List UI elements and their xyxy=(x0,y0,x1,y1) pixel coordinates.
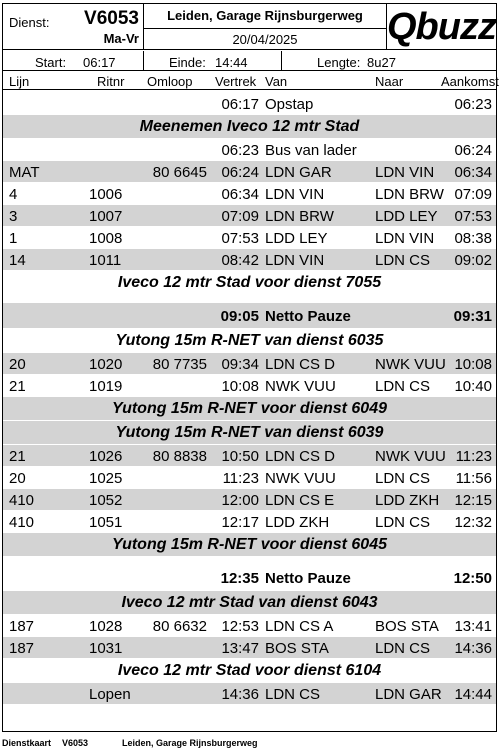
cell-naar: NWK VUU xyxy=(375,448,446,465)
cell-vertrek: 12:17 xyxy=(221,514,259,531)
cell-vertrek: 06:24 xyxy=(221,164,259,181)
cell-omloop: 80 6645 xyxy=(152,164,207,181)
cell-ritnr: 1007 xyxy=(89,208,123,225)
cell-van: LDN CS D xyxy=(265,356,336,373)
cell-vertrek: 12:00 xyxy=(221,492,259,509)
pause-row xyxy=(3,303,496,329)
lengte-value: 8u27 xyxy=(367,55,396,70)
col-vertrek: Vertrek xyxy=(215,74,257,89)
cell-ritnr: 1019 xyxy=(89,378,123,395)
cell-aankomst: 06:24 xyxy=(454,142,492,159)
cell-vertrek: 07:53 xyxy=(221,230,259,247)
cell-van: LDN CS D xyxy=(265,448,336,465)
trip-row xyxy=(3,93,496,115)
cell-naar: BOS STA xyxy=(375,618,439,635)
trip-row xyxy=(3,227,496,249)
cell-van: Netto Pauze xyxy=(265,570,351,587)
cell-vertrek: 08:42 xyxy=(221,252,259,269)
row-spacer xyxy=(3,295,496,303)
cell-van: NWK VUU xyxy=(265,470,336,487)
cell-lijn: 1 xyxy=(9,230,18,247)
row-spacer xyxy=(3,557,496,565)
cell-omloop: 80 8838 xyxy=(152,448,207,465)
cell-lijn: 4 xyxy=(9,186,18,203)
cell-ritnr: 1008 xyxy=(89,230,123,247)
cell-vertrek: 10:50 xyxy=(221,448,259,465)
cell-aankomst: 09:31 xyxy=(453,308,492,325)
trip-row xyxy=(3,161,496,183)
cell-naar: LDN CS xyxy=(375,470,431,487)
cell-ritnr: 1051 xyxy=(89,514,123,531)
trip-row xyxy=(3,637,496,659)
cell-vertrek: 12:53 xyxy=(221,618,259,635)
times-divider xyxy=(143,51,144,71)
col-lijn: Lijn xyxy=(9,74,30,89)
trip-row xyxy=(3,249,496,271)
cell-naar: LDD ZKH xyxy=(375,492,440,509)
cell-vertrek: 14:36 xyxy=(221,686,259,703)
cell-ritnr: 1028 xyxy=(89,618,123,635)
trip-row xyxy=(3,205,496,227)
cell-vertrek: 11:23 xyxy=(222,470,259,487)
cell-lijn: 14 xyxy=(9,252,26,269)
cell-van: LDN CS A xyxy=(265,618,334,635)
trip-row xyxy=(3,375,496,397)
cell-aankomst: 12:50 xyxy=(453,570,492,587)
cell-vertrek: 06:23 xyxy=(221,142,259,159)
cell-aankomst: 08:38 xyxy=(454,230,492,247)
times-divider xyxy=(281,51,282,71)
col-aankomst: Aankomst xyxy=(441,74,499,89)
cell-aankomst: 12:15 xyxy=(454,492,492,509)
cell-naar: LDN CS xyxy=(375,640,431,657)
cell-lijn: 20 xyxy=(9,356,26,373)
cell-lijn: 21 xyxy=(9,448,26,465)
cell-vertrek: 13:47 xyxy=(221,640,259,657)
trip-row xyxy=(3,511,496,533)
cell-vertrek: 06:17 xyxy=(221,96,259,113)
cell-aankomst: 14:44 xyxy=(454,686,492,703)
section-title: Iveco 12 mtr Stad voor dienst 7055 xyxy=(3,271,496,295)
cell-van: NWK VUU xyxy=(265,378,336,395)
dienst-number: V6053 xyxy=(84,8,139,29)
cell-naar: LDN GAR xyxy=(375,686,442,703)
section-title: Iveco 12 mtr Stad van dienst 6043 xyxy=(3,591,496,615)
card-header xyxy=(3,4,496,50)
pause-row xyxy=(3,565,496,591)
cell-naar: LDN BRW xyxy=(375,186,444,203)
cell-aankomst: 06:23 xyxy=(454,96,492,113)
cell-vertrek: 07:09 xyxy=(221,208,259,225)
col-omloop: Omloop xyxy=(147,74,193,89)
duty-date: 20/04/2025 xyxy=(232,32,298,47)
cell-naar: LDN CS xyxy=(375,252,431,269)
section-title: Meenemen Iveco 12 mtr Stad xyxy=(3,115,496,139)
cell-vertrek: 09:34 xyxy=(221,356,259,373)
cell-ritnr: 1052 xyxy=(89,492,123,509)
cell-ritnr: 1025 xyxy=(89,470,123,487)
footer-dienst: V6053 xyxy=(62,738,89,748)
cell-aankomst: 11:23 xyxy=(455,448,492,465)
cell-lijn: 187 xyxy=(9,618,35,635)
cell-van: LDN VIN xyxy=(265,252,325,269)
cell-van: BOS STA xyxy=(265,640,329,657)
qbuzz-logo: Qbuzz xyxy=(387,6,496,48)
einde-label: Einde: xyxy=(169,55,206,70)
lengte-label: Lengte: xyxy=(317,55,361,70)
dienst-label: Dienst: xyxy=(9,15,50,30)
cell-lijn: 410 xyxy=(9,492,35,509)
dienst-days: Ma-Vr xyxy=(103,31,139,46)
cell-aankomst: 10:08 xyxy=(454,356,492,373)
cell-aankomst: 07:09 xyxy=(454,186,492,203)
section-title: Iveco 12 mtr Stad voor dienst 6104 xyxy=(3,659,496,683)
cell-aankomst: 07:53 xyxy=(454,208,492,225)
footer-label: Dienstkaart xyxy=(2,738,52,748)
cell-ritnr: 1020 xyxy=(89,356,123,373)
cell-aankomst: 10:40 xyxy=(454,378,492,395)
cell-van: LDN CS xyxy=(265,686,321,703)
cell-van: LDD ZKH xyxy=(265,514,330,531)
section-title: Yutong 15m R-NET voor dienst 6045 xyxy=(3,533,496,557)
trip-row xyxy=(3,353,496,375)
cell-ritnr: 1031 xyxy=(89,640,123,657)
cell-lijn: 410 xyxy=(9,514,35,531)
section-title: Yutong 15m R-NET voor dienst 6049 xyxy=(3,397,496,421)
trip-table xyxy=(3,93,496,705)
cell-aankomst: 09:02 xyxy=(454,252,492,269)
cell-ritnr: 1006 xyxy=(89,186,123,203)
cell-vertrek: 12:35 xyxy=(220,570,259,587)
cell-ritnr: 1011 xyxy=(89,252,122,269)
trip-row xyxy=(3,183,496,205)
col-van: Van xyxy=(265,74,288,89)
section-title: Yutong 15m R-NET van dienst 6035 xyxy=(3,329,496,353)
trip-row xyxy=(3,615,496,637)
cell-van: LDN BRW xyxy=(265,208,334,225)
cell-lijn: 21 xyxy=(9,378,26,395)
cell-van: LDN CS E xyxy=(265,492,335,509)
cell-naar: LDN VIN xyxy=(375,164,435,181)
cell-aankomst: 06:34 xyxy=(454,164,492,181)
cell-aankomst: 14:36 xyxy=(454,640,492,657)
cell-vertrek: 06:34 xyxy=(221,186,259,203)
cell-ritnr: 1026 xyxy=(89,448,123,465)
trip-row xyxy=(3,683,496,705)
trip-row xyxy=(3,445,496,467)
footer-location: Leiden, Garage Rijnsburgerweg xyxy=(122,738,258,748)
start-label: Start: xyxy=(35,55,67,70)
cell-naar: LDN CS xyxy=(375,378,431,395)
cell-vertrek: 09:05 xyxy=(220,308,259,325)
duty-times xyxy=(3,51,496,71)
section-title: Yutong 15m R-NET van dienst 6039 xyxy=(3,421,496,445)
cell-naar: LDN VIN xyxy=(375,230,435,247)
cell-van: Opstap xyxy=(265,96,314,113)
cell-aankomst: 13:41 xyxy=(454,618,492,635)
cell-naar: NWK VUU xyxy=(375,356,446,373)
cell-van: Netto Pauze xyxy=(265,308,351,325)
cell-lijn: 187 xyxy=(9,640,35,657)
duty-card xyxy=(2,3,497,732)
einde-value: 14:44 xyxy=(215,55,248,70)
cell-ritnr: Lopen xyxy=(89,686,131,703)
header-divider xyxy=(144,28,386,29)
cell-van: Bus van lader xyxy=(265,142,357,159)
cell-omloop: 80 6632 xyxy=(152,618,207,635)
trip-row xyxy=(3,467,496,489)
cell-van: LDN VIN xyxy=(265,186,325,203)
cell-aankomst: 11:56 xyxy=(455,470,492,487)
cell-omloop: 80 7735 xyxy=(152,356,207,373)
cell-vertrek: 10:08 xyxy=(221,378,259,395)
trip-row xyxy=(3,139,496,161)
cell-van: LDD LEY xyxy=(265,230,328,247)
start-value: 06:17 xyxy=(83,55,116,70)
cell-lijn: 3 xyxy=(9,208,18,225)
cell-van: LDN GAR xyxy=(265,164,332,181)
col-naar: Naar xyxy=(375,74,404,89)
cell-naar: LDN CS xyxy=(375,514,431,531)
cell-lijn: MAT xyxy=(9,164,40,181)
column-headers xyxy=(3,72,499,90)
cell-naar: LDD LEY xyxy=(375,208,438,225)
cell-aankomst: 12:32 xyxy=(454,514,492,531)
cell-lijn: 20 xyxy=(9,470,26,487)
trip-row xyxy=(3,489,496,511)
col-ritnr: Ritnr xyxy=(97,74,125,89)
depot-location: Leiden, Garage Rijnsburgerweg xyxy=(167,8,363,23)
